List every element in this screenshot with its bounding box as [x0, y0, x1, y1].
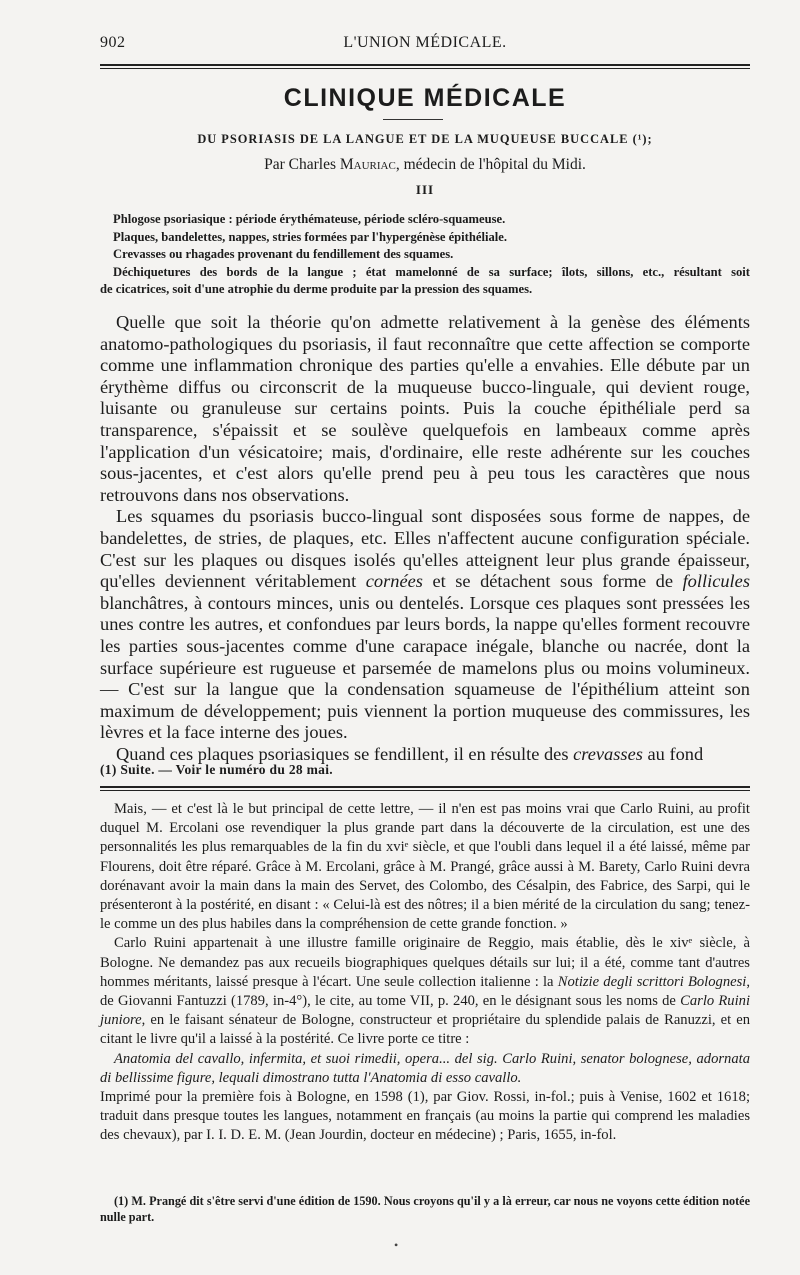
feuilleton-text [100, 800, 750, 1146]
author-prefix: Par Charles [264, 156, 340, 173]
italic-term: follicules [682, 571, 750, 592]
book-title: Anatomia del cavallo, infermita, et suoi rimedii, opera... del sig. Carlo Ruini, senator bolognese, adornata di bellissime figure, lequali dimostrano tutta l'Anatomia di esso cavallo. [100, 1050, 750, 1086]
author-line [100, 156, 750, 174]
part-number: III [415, 182, 435, 197]
feuilleton-rule-thin [100, 790, 750, 791]
summary-line: Crevasses ou rhagades provenant du fendillement des squames. [113, 247, 454, 261]
italic-term: cornées [365, 571, 423, 592]
printers-mark: • [394, 1238, 399, 1252]
summary-line: de cicatrices, soit d'une atrophie du derme produite par la pression des squames. [100, 282, 533, 296]
body-paragraph: Quelle que soit la théorie qu'on admette relativement à la genèse des éléments anatomo-pathologiques du psoriasis, il faut reconnaître que cette affection se comporte comme une inflammation chronique des parties qu'elle a envahies. Elle débute par un érythème diffus ou circonscrit de la muqueuse bucco-linguale, qui devient rouge, luisante ou granuleuse sur certains points. Puis la couche épithéliale perd sa transparence, s'épaissit et se soulève quelquefois en lambeaux comme après l'application d'un vésicatoire; mais, d'ordinaire, elle reste adhérente sur les couches sous-jacentes, et c'est alors qu'elle prend peu à peu tous les caractères que nous retrouvons dans nos observations. [100, 312, 750, 505]
article-body [100, 312, 750, 765]
feuilleton-paragraph: Mais, — et c'est là le but principal de cette lettre, — il n'en est pas moins vrai que Carlo Ruini, au profit duquel M. Ercolani ose revendiquer la plus grande part dans la découverte de la circulation, est une des personnalités les plus remarquables de la fin du xviᵉ siècle, et que l'oubli dans lequel il a été laissé, même par Flourens, doit être réparé. Grâce à M. Ercolani, grâce à M. Prangé, grâce aussi à M. Barety, Carlo Ruini devra dorénavant avoir la main dans la main des Servet, des Colombo, des Césalpin, des Fabrice, des Sarpi, qui le présenteront à la postérité, en disant : « Celui-là est des nôtres; il a bien mérité de la circulation du sang; tenez-le comme un des plus habiles dans la compréhension de cette grande fonction. » [100, 801, 750, 933]
page-number: 902 [100, 34, 126, 51]
feuilleton-paragraph: Carlo Ruini appartenait à une illustre famille originaire de Reggio, mais établie, dès le xivᵉ siècle, à Bologne. Ne demandez pas aux recueils biographiques quelques détails sur lui; il a été, comme tant d'autres hommes méritants, laissé presque à l'écart. Une seule collection italienne : la Notizie degli scrittori Bolognesi, de Giovanni Fantuzzi (1789, in-4°), le cite, au tome VII, p. 240, en le désignant sous les noms de Carlo Ruini juniore, en le faisant sénateur de Bologne, constructeur et propriétaire du splendide palais de Ranuzzi, et en citant le livre qu'il a laissé à la postérité. Ce livre porte ce titre : [100, 935, 751, 1048]
section-title: CLINIQUE MÉDICALE [283, 84, 567, 112]
feuilleton-rule [100, 786, 750, 788]
header-rule-thin [100, 68, 750, 69]
italic-term: crevasses [573, 743, 643, 764]
header-rule [100, 64, 750, 66]
author-name: Mauriac [339, 156, 396, 173]
summary-line: Phlogose psoriasique : période érythémateuse, période scléro-squameuse. [113, 212, 506, 226]
article-title: DU PSORIASIS DE LA LANGUE ET DE LA MUQUEUSE BUCCALE (¹); [197, 132, 653, 146]
author-suffix: , médecin de l'hôpital du Midi. [395, 156, 586, 173]
running-head [100, 34, 750, 58]
section-title-rule [383, 119, 443, 120]
body-paragraph: Quand ces plaques psoriasiques se fendillent, il en résulte des crevasses au fond [116, 743, 704, 764]
body-paragraph: Les squames du psoriasis bucco-lingual sont disposées sous forme de nappes, de bandelettes, de stries, de plaques, etc. Elles n'affectent aucune configuration spéciale. C'est sur les plaques ou disques isolés qu'elles atteignent leur plus grande épaisseur, qu'elles deviennent véritablement cornées et se détachent sous forme de follicules blanchâtres, à contours minces, unis ou dentelés. Lorsque ces plaques sont pressées les unes contre les autres, et confondues par leurs bords, la nappe qu'elles forment recouvre les parties sous-jacentes comme d'une carapace inégale, blanche ou nacrée, dont la surface supérieure est rugueuse et parsemée de mamelons plus ou moins volumineux. — C'est sur la langue que la condensation squameuse de l'épithélium atteint son maximum de développement; puis viennent la portion muqueuse des commissures, les lèvres et la face interne des joues. [100, 506, 750, 743]
feuilleton-footnote: (1) M. Prangé dit s'être servi d'une édition de 1590. Nous croyons qu'il y a là erreur, car nous ne voyons cette édition notée nulle part. [100, 1194, 750, 1224]
summary-line: Plaques, bandelettes, nappes, stries formées par l'hypergénèse épithéliale. [113, 229, 507, 244]
article-summary [100, 211, 750, 299]
feuilleton-paragraph: Imprimé pour la première fois à Bologne, en 1598 (1), par Giov. Rossi, in-fol.; puis à Venise, 1602 et 1618; traduit dans presque toutes les langues, notamment en français (au moins la partie qui comprend les maladies des chevaux), par I. I. D. E. M. (Jean Jourdin, docteur en médecine) ; Paris, 1655, in-fol. [100, 1089, 750, 1144]
article-footnote: (1) Suite. — Voir le numéro du 28 mai. [100, 762, 333, 777]
journal-title: L'UNION MÉDICALE. [343, 34, 507, 51]
italic-title: Carlo Ruini juniore [100, 993, 751, 1029]
italic-title: Notizie degli scrittori Bolognesi [557, 973, 747, 990]
summary-line: Déchiquetures des bords de la langue ; état mamelonné de sa surface; îlots, sillons, etc., résultant soit [113, 264, 750, 279]
